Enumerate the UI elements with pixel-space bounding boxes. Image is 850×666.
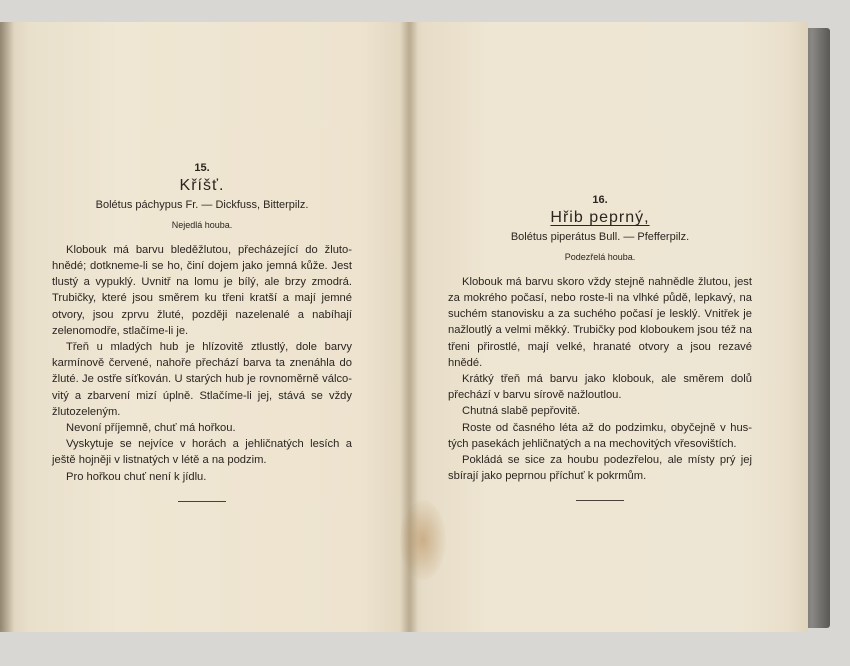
right-page-text [448,192,752,501]
paragraph: Roste od časného léta až do podzimku, obyčejně v hustých pasekách jehličnatých a na mechovitých vřesovištích. [448,421,752,450]
section-divider [178,501,226,502]
outer-edge-shadow [0,22,14,632]
edibility-note: Podezřelá houba. [564,251,636,262]
paragraph: Pokládá se sice za houbu podezřelou, ale místy prý jej sbírají jako peprnou příchuť k pokrmům. [448,454,752,483]
entry-number: 16. [592,194,608,206]
edibility-note: Nejedlá houba. [171,219,233,230]
paragraph: Klobouk má barvu skoro vždy stejně nahnědle žlutou, jest za mokrého počasí, nebo roste-li na vlhké půdě, lepkavý, na suchém stanovisku a za suchého počasí je lesklý. Vnitřek je nažloutlý a velmi měkký. Trubičky pod kloboukem jsou též na třeni přirostlé, mají velké, hranaté otvory a jsou rezavé hnědé. [448,275,752,369]
paragraph: Klobouk má barvu bleděžlutou, přecházející do žlutohnědé; dotkneme-li se ho, činí dojem jako jemná kůže. Jest tlustý a vypuklý. Uvnitř na lomu je bílý, ale brzy zmodrá. Trubičky, které jsou směrem ku třeni kratší a mají jemné otvory, jsou zprvu žluté, později nazelenalé a nabíhají zelenomodře, stlačíme-li je. [52,243,352,337]
paragraph: Vyskytuje se nejvíce v horách a jehličnatých lesích a ještě hojněji v listnatých v létě a na podzim. [52,438,352,467]
latin-name: Bolétus páchypus Fr. — Dickfuss, Bitterpilz. [95,199,309,212]
latin-name: Bolétus piperátus Bull. — Pfefferpilz. [510,231,690,244]
paragraph: Třeň u mladých hub je hlízovitě ztlustlý, dole barvy karmínově červené, nahoře přechází barva ta znenáhla do žluté. Je ostře síťkován. U starých hub je rovnoměrně válcovitý a zbarvení mizí úplně. Stlačíme-li jej, stává se vždy žlutozeleným. [52,341,352,418]
entry-title: Kříšť. [179,177,225,195]
section-divider [576,500,624,501]
page-stain [400,500,446,580]
paragraph: Nevoní příjemně, chuť má hořkou. [66,422,236,435]
left-page-text [52,160,352,502]
paragraph: Chutná slabě pepřovitě. [462,405,581,418]
entry-title: Hřib peprný, [550,209,650,227]
paragraph: Krátký třeň má barvu jako klobouk, ale směrem dolů přechází v barvu sírově nažloutlou. [448,373,752,402]
entry-number: 15. [194,162,210,174]
paragraph: Pro hořkou chuť není k jídlu. [66,470,207,483]
